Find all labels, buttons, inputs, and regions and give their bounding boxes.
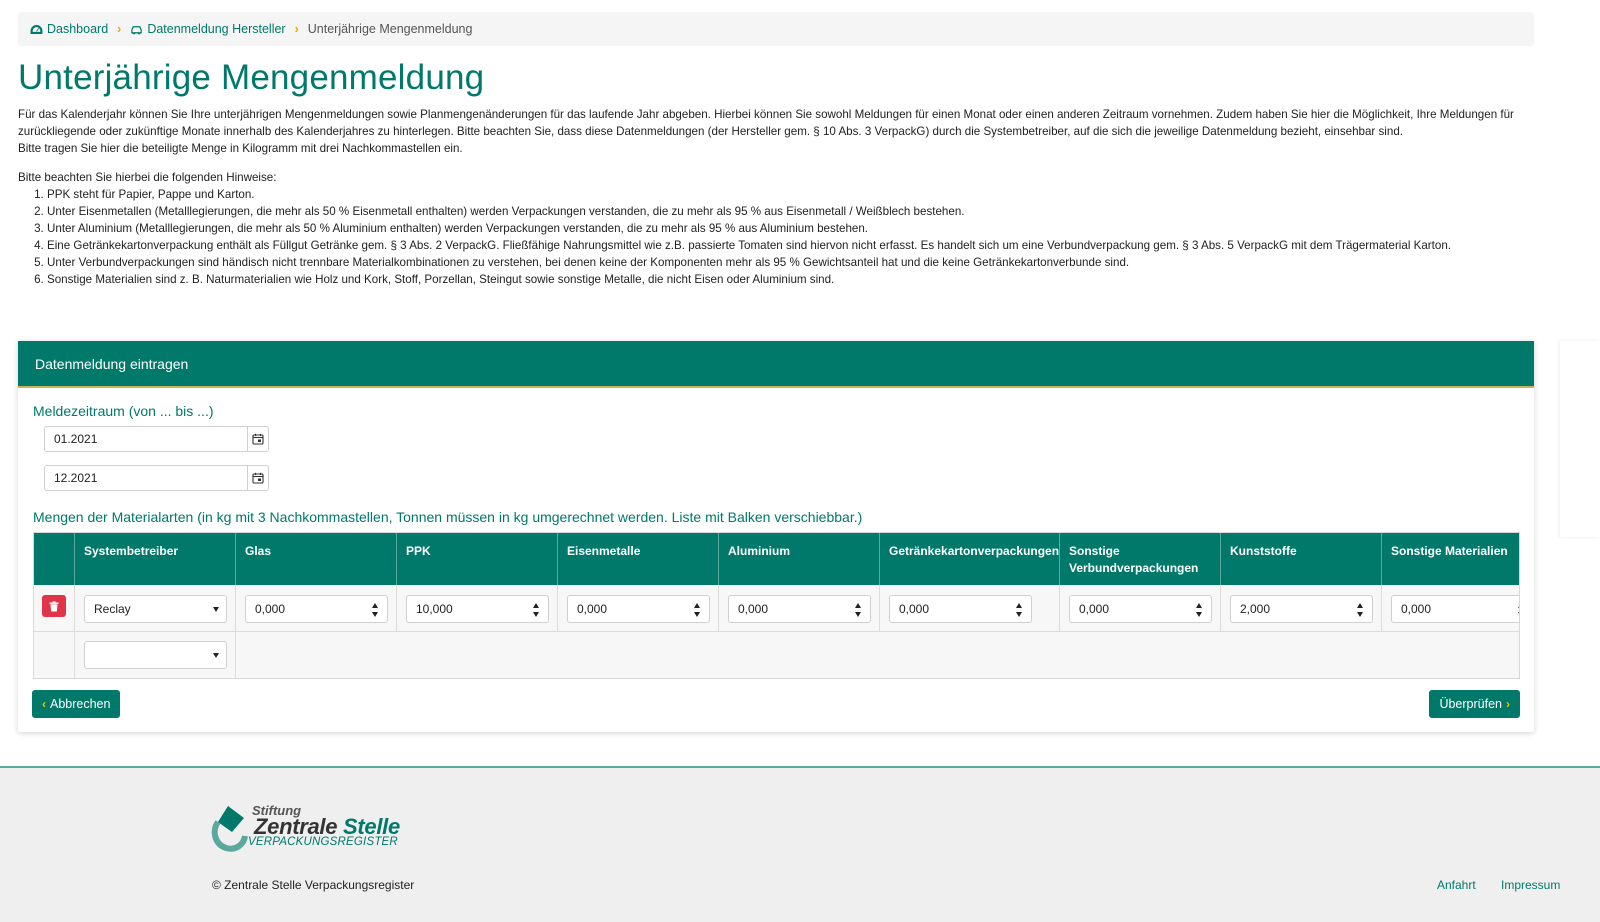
row-divider [34, 631, 1520, 632]
getraenkekarton-value: 0,000 [899, 602, 930, 616]
quantities-label: Mengen der Materialarten (in kg mit 3 Nachkommastellen, Tonnen müssen in kg umgerechnet werden. Liste mit Balken verschiebbar.) [33, 509, 863, 525]
table-cell-aluminium [719, 585, 880, 631]
verbund-input[interactable] [1069, 595, 1212, 623]
logo-text-sub: VERPACKUNGSREGISTER [248, 836, 398, 848]
verbund-value: 0,000 [1079, 602, 1110, 616]
new-systembetreiber-select[interactable] [84, 641, 227, 669]
logo-text-big-1: Zentrale [254, 814, 338, 839]
hint-item: 4. Eine Getränkekartonverpackung enthält als Füllgut Getränke gem. § 3 Abs. 2 VerpackG. Fließfähige Nahrungsmittel wie z.B. passierte Tomaten sind hiervon nicht erfasst. Es handelt sich um eine Verbundverpackung gem. § 3 Abs. 5 VerpackG mit dem Trägermaterial Karton. [47, 237, 1528, 254]
table-header-sonstige: Sonstige Materialien [1382, 533, 1520, 585]
table-header-aluminium: Aluminium [719, 533, 880, 585]
cancel-button[interactable] [32, 690, 120, 718]
breadcrumb [18, 12, 1534, 46]
eisenmetalle-value: 0,000 [577, 602, 608, 616]
table-cell-getraenkekarton [880, 585, 1060, 631]
spinner-icon[interactable] [694, 603, 702, 617]
chevron-right-icon: › [1506, 697, 1510, 711]
materials-table[interactable] [33, 532, 1520, 679]
intro-paragraph: Für das Kalenderjahr können Sie Ihre unterjährigen Mengenmeldungen sowie Planmengenänderungen für das laufende Jahr abgeben. Hierbei können Sie sowohl Meldungen für einen Monat oder einen anderen Zeitraum vornehmen. Zudem haben Sie hier die Möglichkeit, Ihre Meldungen für zurückliegende oder zukünftige Monate innerhalb des Kalenderjahres zu hinterlegen. Bitte beachten Sie, dass diese Datenmeldungen (der Hersteller gem. § 10 Abs. 3 VerpackG) durch die Systembetreiber, auf die sich die jeweilige Datenmeldung bezieht, einsehbar sind. [18, 108, 1514, 138]
kunststoffe-input[interactable] [1230, 595, 1373, 623]
systembetreiber-select[interactable] [84, 595, 227, 623]
check-button[interactable] [1429, 690, 1520, 718]
kunststoffe-value: 2,000 [1240, 602, 1271, 616]
breadcrumb-current: Unterjährige Mengenmeldung [307, 22, 473, 36]
car-icon [130, 24, 143, 35]
table-row [34, 585, 75, 631]
table-cell-systembetreiber [75, 585, 236, 631]
table-header-eisenmetalle: Eisenmetalle [558, 533, 719, 585]
getraenkekarton-input[interactable] [889, 595, 1032, 623]
footer [0, 766, 1600, 922]
intro-text [18, 106, 1528, 288]
table-cell-sonstige [1382, 585, 1520, 631]
breadcrumb-datenmeldung-link[interactable] [130, 22, 285, 36]
glas-input[interactable] [245, 595, 388, 623]
hint-item: 3. Unter Aluminium (Metalllegierungen, die mehr als 50 % Aluminium enthalten) werden Verpackungen verstanden, die zu mehr als 95 % aus Aluminium bestehen. [47, 220, 1528, 237]
zentrale-stelle-logo [212, 802, 412, 852]
trash-icon [49, 601, 59, 612]
spinner-icon[interactable] [1016, 603, 1024, 617]
spinner-icon[interactable] [1357, 603, 1365, 617]
cancel-label: Abbrechen [50, 697, 111, 711]
dashboard-icon [30, 24, 43, 35]
breadcrumb-separator-icon: › [117, 22, 122, 36]
chevron-down-icon [213, 653, 219, 658]
logo-text-small: Stiftung [252, 803, 302, 818]
table-cell-ppk [397, 585, 558, 631]
table-cell-verbund [1060, 585, 1221, 631]
eisenmetalle-input[interactable] [567, 595, 710, 623]
logo-mark-icon [210, 804, 250, 852]
table-cell-new-systembetreiber [75, 632, 236, 679]
delete-row-button[interactable] [42, 595, 66, 617]
date-from-field [44, 426, 269, 452]
breadcrumb-dashboard-link[interactable] [30, 22, 108, 36]
hints-list [18, 186, 1528, 288]
table-cell-eisenmetalle [558, 585, 719, 631]
period-label: Meldezeitraum (von ... bis ...) [33, 403, 214, 419]
anfahrt-link[interactable]: Anfahrt [1437, 878, 1476, 892]
date-to-input[interactable] [45, 466, 247, 490]
table-header-glas: Glas [236, 533, 397, 585]
breadcrumb-dashboard-label: Dashboard [47, 22, 109, 36]
chevron-down-icon [213, 607, 219, 612]
hints-title: Bitte beachten Sie hierbei die folgenden Hinweise: [18, 171, 277, 184]
copyright: © Zentrale Stelle Verpackungsregister [212, 878, 415, 892]
hint-item: 1. PPK steht für Papier, Pappe und Karton. [47, 186, 1528, 203]
table-cell-kunststoffe [1221, 585, 1382, 631]
panel-header: Datenmeldung eintragen [18, 341, 1534, 388]
breadcrumb-datenmeldung-label: Datenmeldung Hersteller [147, 22, 286, 36]
table-header-ppk: PPK [397, 533, 558, 585]
aluminium-value: 0,000 [738, 602, 769, 616]
data-entry-panel [18, 341, 1534, 732]
side-tab [1560, 341, 1600, 537]
date-to-field [44, 465, 269, 491]
table-header-actions [34, 533, 75, 585]
spinner-icon[interactable] [1196, 603, 1204, 617]
table-row [34, 632, 75, 679]
spinner-icon[interactable] [372, 603, 380, 617]
table-header-getraenkekarton: Getränkekartonverpackungen [880, 533, 1060, 585]
logo-text-big-2: Stelle [343, 814, 400, 839]
hint-item: 5. Unter Verbundverpackungen sind händisch nicht trennbare Materialkombinationen zu verstehen, bei denen keine der Komponenten mehr als 95 % Gewichtsanteil hat und die keine Getränkekartonverbunde sind. [47, 254, 1528, 271]
sonstige-value: 0,000 [1401, 602, 1432, 616]
intro-unit-note: Bitte tragen Sie hier die beteiligte Menge in Kilogramm mit drei Nachkommastellen ein. [18, 142, 463, 155]
systembetreiber-value: Reclay [94, 602, 131, 616]
spinner-icon[interactable] [855, 603, 863, 617]
glas-value: 0,000 [255, 602, 286, 616]
table-header-systembetreiber: Systembetreiber [75, 533, 236, 585]
spinner-icon[interactable] [533, 603, 541, 617]
breadcrumb-separator-icon: › [294, 22, 299, 36]
check-label: Überprüfen [1439, 697, 1502, 711]
calendar-icon[interactable] [247, 466, 268, 490]
aluminium-input[interactable] [728, 595, 871, 623]
hint-item: 6. Sonstige Materialien sind z. B. Naturmaterialien wie Holz und Kork, Stoff, Porzellan, Steingut sowie sonstige Metalle, die nicht Eisen oder Aluminium sind. [47, 271, 1528, 288]
table-header-kunststoffe: Kunststoffe [1221, 533, 1382, 585]
ppk-input[interactable] [406, 595, 549, 623]
sonstige-input[interactable] [1391, 595, 1520, 623]
page-title: Unterjährige Mengenmeldung [18, 58, 485, 97]
table-header-verbund [1060, 533, 1221, 585]
impressum-link[interactable]: Impressum [1501, 878, 1561, 892]
table-header-verbund-line2: Verbundverpackungen [1069, 561, 1199, 575]
calendar-icon[interactable] [247, 427, 268, 451]
ppk-value: 10,000 [416, 602, 453, 616]
hint-item: 2. Unter Eisenmetallen (Metalllegierungen, die mehr als 50 % Eisenmetall enthalten) werden Verpackungen verstanden, die zu mehr als 95 % aus Eisenmetall / Weißblech bestehen. [47, 203, 1528, 220]
spinner-icon[interactable] [1518, 603, 1520, 617]
chevron-left-icon: ‹ [42, 697, 46, 711]
table-cell-glas [236, 585, 397, 631]
date-from-input[interactable] [45, 427, 247, 451]
table-header-verbund-line1: Sonstige [1069, 544, 1120, 558]
